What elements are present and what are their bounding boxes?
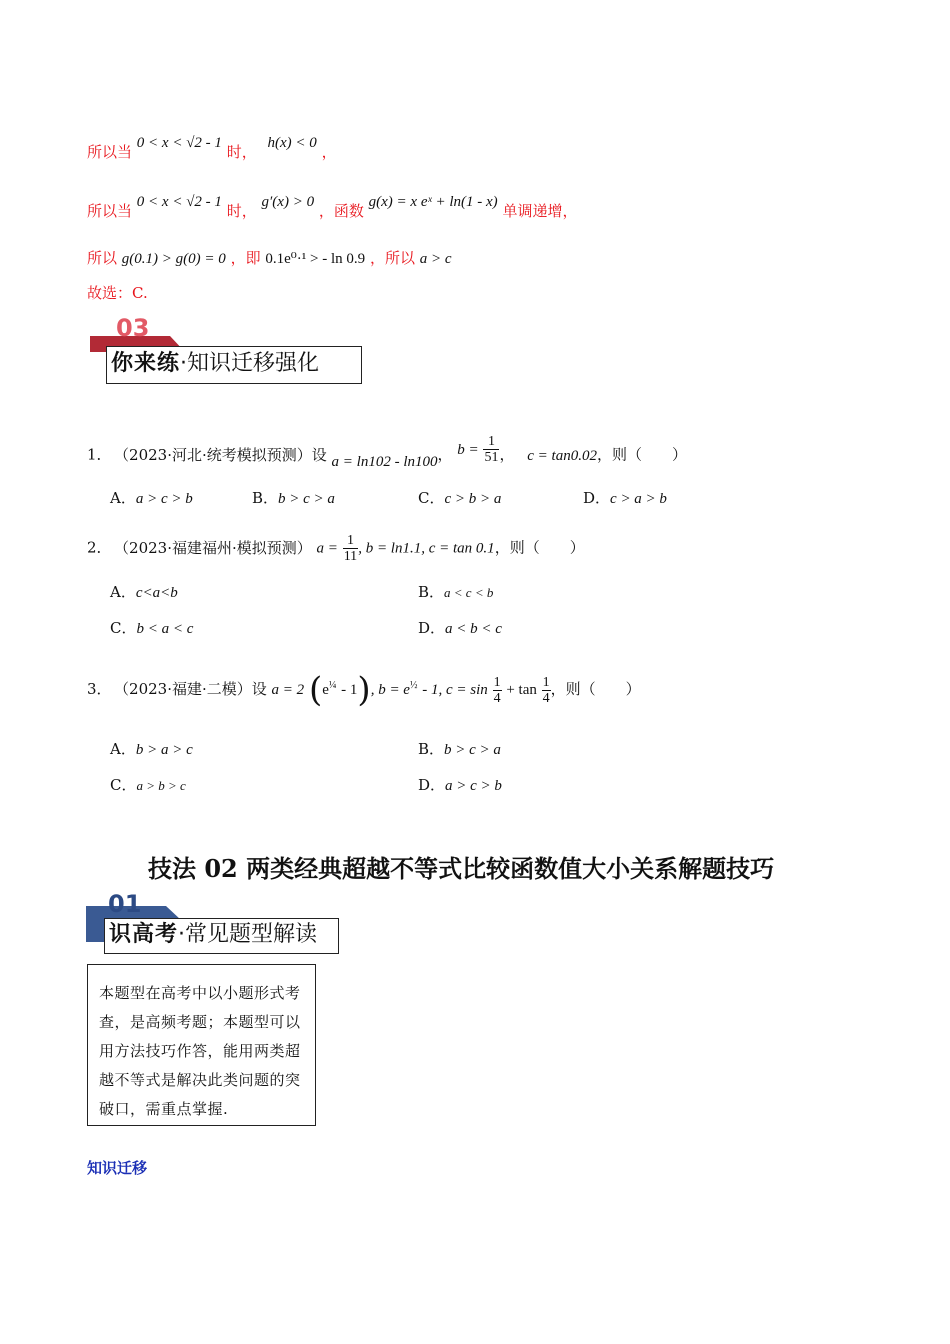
q3-option-b[interactable]: B．b > c > a [418,740,501,758]
question-1: 1． （2023·河北·统考模拟预测）设 a = ln102 - ln100， b = $\frac{1}{51}$ ， c = tan0.02，则（ ） [87,434,687,470]
banner-title: 识高考·常见题型解读 [104,918,339,954]
section-heading: 技法 02 两类经典超越不等式比较函数值大小关系解题技巧 [148,854,775,883]
question-2: 2． （2023·福建福州·模拟预测） a = $\frac{1}{11}$ , b = ln1.1, c = tan 0.1，则（ ） [87,533,585,564]
math-condition: 0 < x < √2 - 1 [136,194,222,210]
math-function: g(x) = x eˣ + ln(1 - x) [368,194,498,210]
math-expression: a > c [419,251,452,267]
solution-line-3: 所以 g(0.1) > g(0) = 0 ，即 0.1e⁰·¹ > - ln 0.9 ，所以 a > c [87,249,452,267]
q2-option-c[interactable]: C．b < a < c [110,619,194,637]
banner-number: 01 [108,890,142,918]
note-box: 本题型在高考中以小题形式考查，是高频考题；本题型可以用方法技巧作答，能用两类超越不等式是解决此类问题的突破口，需重点掌握. [87,964,316,1126]
solution-answer: 故选：C. [87,284,148,302]
math-expression: g(0.1) > g(0) = 0 [121,251,226,267]
solution-line-2: 所以当 0 < x < √2 - 1 时， g′(x) > 0 ，函数 g(x) = x eˣ + ln(1 - x) 单调递增， [87,194,578,220]
q2-option-a[interactable]: A．c<a<b [110,583,178,601]
math-expression: g′(x) > 0 [261,194,315,210]
q1-option-d[interactable]: D．c > a > b [583,489,667,507]
question-3: 3． （2023·福建·二模）设 a = 2 $(e^{\frac{1}{4}} - 1)$, $b = e^{\frac{1}{2}} - 1$, c = sin $\frac{1}{4}$ + tan $\frac{1}{4}$ ，则（ ） [87,670,641,710]
q3-option-d[interactable]: D．a > c > b [418,776,502,794]
q1-option-b[interactable]: B．b > c > a [252,489,335,507]
section-banner-practice [90,314,362,386]
math-expression: h(x) < 0 [267,135,317,151]
q3-option-c[interactable]: C．a > b > c [110,776,186,794]
q2-option-d[interactable]: D．a < b < c [418,619,502,637]
q1-option-c[interactable]: C．c > b > a [418,489,502,507]
banner-number: 03 [116,314,150,342]
section-banner-exam [86,890,339,956]
math-expression: 0.1e⁰·¹ > - ln 0.9 [265,251,366,267]
knowledge-transfer-label: 知识迁移 [87,1159,148,1177]
q2-option-b[interactable]: B．a < c < b [418,583,494,601]
solution-line-1: 所以当 0 < x < √2 - 1 时， h(x) < 0 ， [87,135,337,161]
q3-option-a[interactable]: A．b > a > c [110,740,193,758]
q1-option-a[interactable]: A．a > c > b [110,489,193,507]
banner-title: 你来练·知识迁移强化 [106,346,362,384]
math-condition: 0 < x < √2 - 1 [136,135,222,151]
